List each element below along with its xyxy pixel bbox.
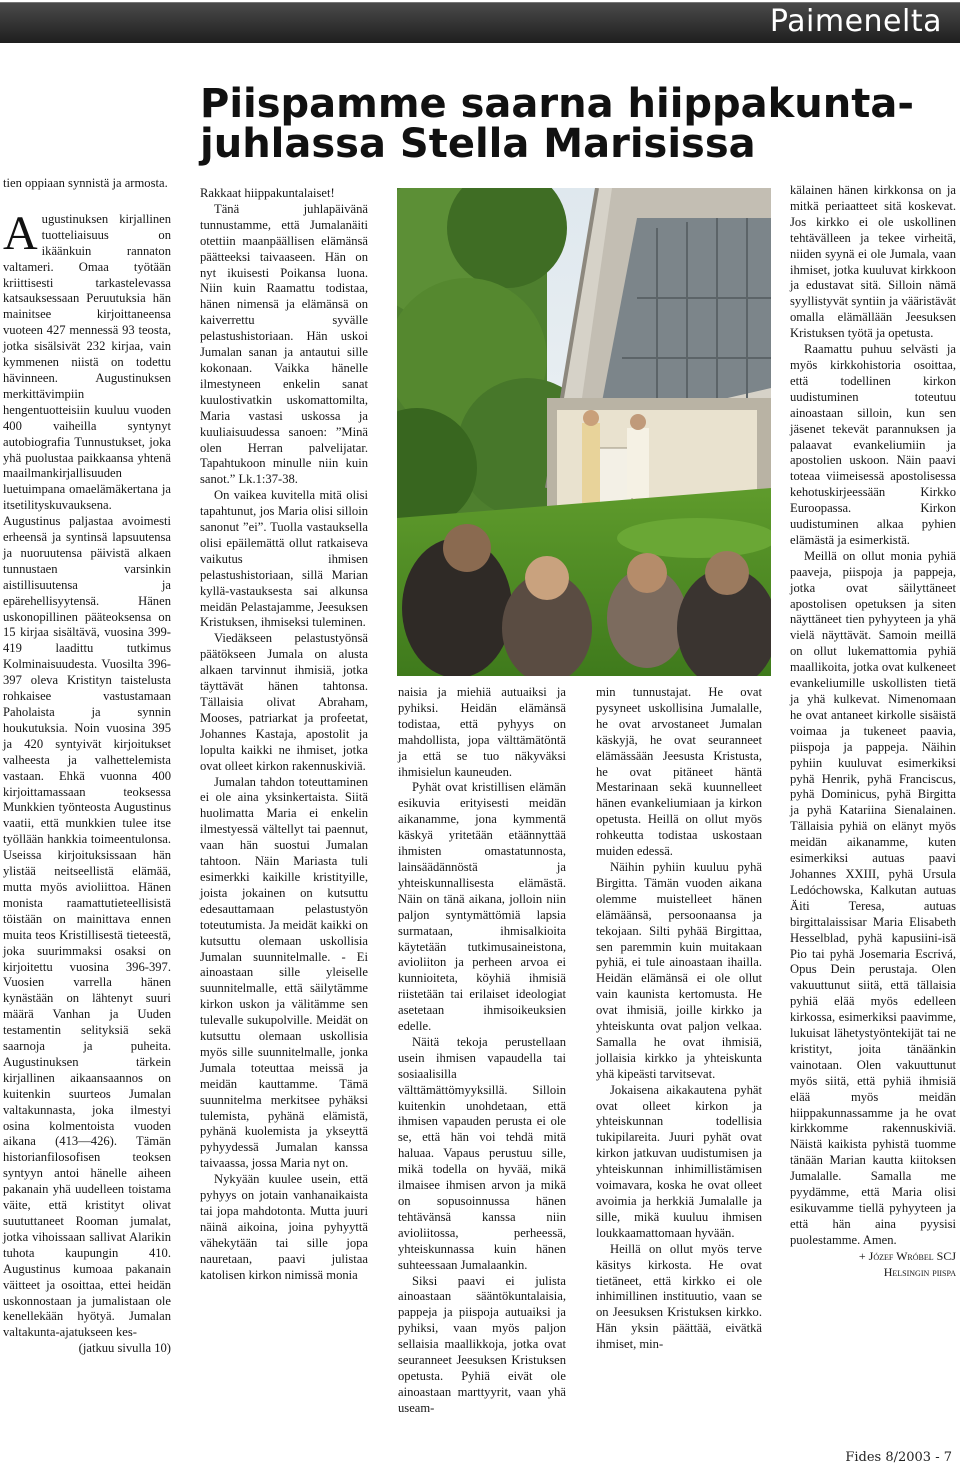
column-1-body: ugustinuksen kirjallinen tuotteliaisuus on ikäänkuin rannaton valtameri. Omaa työtään kriittisesti tarkastelevassa katsauksessaan Peruutuksia hän mainitsee kirjoittaneensa vuoteen 427 mennessä 93 teosta, jotka sisälsivät 232 kirjaa, vain kymmenen niistä on todettu hävinneen. Augustinuksen merkittävimpiin hengentuotteisiin kuuluu vuoden 400 vaiheilla syntynyt autobiografia Tunnustukset, joka yhä puolustaa paikkaansa yhtenä maailmankirjallisuuden luetuimpana omaelämäkertana ja itsetilityskuvauksena. Augustinus paljastaa avoimesti erheensä ja syntinsä lapsuutensa ja nuoruutensa päivistä alkaen tunnustaen varsinkin aistillisuutensa ja epärehellisyytensä. Hänen uskonopillinen pääteoksensa on 15 kirjaa sisältävä, vuosina 399-419 laadittu tutkimus Kolminaisuudesta. Vuosilta 396-397 oleva Kristityn taistelusta rohkaisee vastustamaan Paholaista ja synnin houkutuksia. Noin vuosina 395 ja 420 syntyivät kirjoitukset valheesta ja valhettelemista vastaan. Ehkä vuonna 400 kirjoittamassaan teoksessa Munkkien työnteosta Augustinus vaatii, että munkkien tulee itse työllään hankkia toimeentulonsa. Useissa kirjoituksissaan hän ylistää neitseellistä elämää, mutta myös avioliittoa. Hänen monista raamattutieteellisistä töistään on mainittava ennen muita teos Kristillisestä tieteestä, joka suurimmaksi osaksi on kirjoitettu vuosina 396-397. Vuosien varrella hänen kynästään on lähtenyt suuri määrä Vanhan ja Uuden testamentin selityksiä sekä saarnoja ja puheita. Augustinuksen tärkein kirjallinen aikaansaannos on kuitenkin suurteos Jumalan valtakunnasta, joka ilmestyi osina kolmentoista vuoden aikana (413—426). Tämän historianfilosofisen teoksen syntyyn antoi hänelle aiheen pakanain yhä uudelleen toistama väite, että kristityt olivat suututtaneet Rooman jumalat, jotka vihoissaan sallivat Alarikin tuhota kaupungin 410. Augustinus kumoaa pakanain väitteet ja osoittaa, ettei heidän uskonnostaan ja jumalistaan ole kenellekään hyötyä. Jumalan valtakunta-ajatukseen kes-: [3, 211, 171, 1340]
column-5-paragraph-3: Meillä on ollut monia pyhiä paaveja, piispoja ja pappeja, jotka ovat säilyttäneet apostolisen opetuksen ja siten näyttäneet tien pyhyyteen ja yhä vielä näyttävät. Samoin meillä on ollut lukemattomia pyhiä maallikoita, jotka ovat kulkeneet evankeliumille uskollisten tietä ja yhä kulkevat. Nimenomaan he ovat antaneet kirkolle sisäistä voimaa ja tukeneet paavia, piispoja ja pappeja. Näihin pyhiin kuuluvat esimerkiksi pyhä Henrik, pyhä Franciscus, pyhä Dominicus, pyhä Birgitta ja pyhä Katariina Sienalainen. Tällaisia pyhiä on elänyt myös meidän aikanamme, kuten esimerkiksi autuas paavi Johannes XXIII, pyhä Ursula Ledóchowska, Kalkutan autuas Äiti Teresa, autuas birgittalaissisar Maria Elisabeth Hesselblad, pyhä kapusiini-isä Pio tai pyhä Josemaria Escrivá, Opus Dein perustaja. Olen vakuuttunut siitä, että tällaisia pyhiä elää myös edelleen kirkossa, esimerkiksi paavimme, lukuisat lähetystyöntekijät tai ne kristityt, joita tänäänkin vainotaan. Olen vakuuttunut myös siitä, että pyhiä ihmisiä elää myös meidän hiippakunnassamme ja he ovat kirkkomme rakennuskiviä. Näistä kaikista pyhistä tuomme tänään Marian kautta kiitoksen Jumalalle. Samalla me pyydämme, että Maria olisi esikuvamme tiellä pyhyyteen ja että hän aina pyysisi puolestamme. Amen.: [790, 548, 956, 1247]
author-signature: + Józef Wróbel SCJ: [858, 1248, 956, 1263]
column-5-paragraph-1: kälainen hänen kirkkonsa on ja mitkä periaatteet sitä koskevat. Jos kirkko ei ole uskollinen tehtävälleen ja tekee virheitä, niiden syynä ei ole Jumala, vaan ihmiset, jotka kuuluvat kirkkoon ja edustavat sitä. Silloin nämä syyllistyvät syntiin ja vääristävät omalla elämällään Jeesuksen Kristuksen työtä ja opetusta.: [790, 183, 956, 341]
column-2: [200, 186, 368, 1284]
column-3: [398, 685, 566, 1417]
section-banner: [0, 0, 960, 44]
page-footer: Fides 8/2003 - 7: [845, 1450, 952, 1465]
column-2-paragraph-3: Viedäkseen pelastustyönsä päätökseen Jumala on alusta alkaen tarvinnut ihmisiä, jotka täyttävät hänen tahtonsa. Tällaisia olivat Abraham, Mooses, patriarkat ja profeetat, Johannes Kastaja, apostolit ja lopulta kaikki ne ihmiset, jotka ovat olleet kirkon rakennuskiviä.: [200, 631, 368, 773]
column-1-lead: tien oppiaan synnistä ja armosta.: [3, 176, 168, 190]
column-1-paragraph: [3, 206, 171, 1341]
greeting: Rakkaat hiippakuntalaiset!: [200, 186, 335, 200]
column-2-paragraph-5: Nykyään kuulee usein, että pyhyys on jotain vanhanaikaista tai jopa mahdotonta. Mutta juuri näinä aikoina, joina pyhyyttä vähekytään tai sille jopa nauretaan, paavi julistaa katolisen kirkon nimissä monia: [200, 1172, 368, 1282]
column-2-paragraph-4: Jumalan tahdon toteuttaminen ei ole aina yksinkertaista. Siitä huolimatta Maria ei enkelin ilmestyessä vältellyt tai paennut, vaan hän suostui Jumalan tahtoon. Näin Mariasta tuli esimerkki kaikille kristityille, joista jokainen on kutsuttu edesauttamaan pelastustyön toteutumista. Ja meidät kaikki on kutsuttu olemaan uskollisia Jumalan suunnitelmalle. - Ei ainoastaan sille yleiselle suunnitelmalle, että säilytämme kirkon uskon ja välitämme sen tulevalle sukupolville. Meidät on kutsuttu olemaan uskollisia myös sille suunnitelmalle, jonka Jumala toteuttaa meissä ja meidän kauttamme. Tämä suunnitelma merkitsee pyhäksi tulemista, pyhänä elämistä, pyhänä kuolemista ja ykseyttä pyhyydessä Jumalan kanssa taivaassa, jossa Maria nyt on.: [200, 774, 368, 1171]
column-3-paragraph-3: Näitä tekoja perustellaan usein ihmisen vapaudella tai sosiaalisilla välttämättömyyksillä. Silloin kuitenkin unohdetaan, että ihmisen vapauden perusta ei ole se, että hän voi tehdä mitä haluaa. Vapaus perustuu sille, mikä todella on hyvää, mikä ilmaisee ihmisen arvon ja mikä on sopusoinnussa hänen tehtävänsä kanssa niin avioliitossa, perheessä, yhteiskunnassa kuin hänen suhteessaan Jumalaankin.: [398, 1034, 566, 1272]
column-2-paragraph-1: Tänä juhlapäivänä tunnustamme, että Jumalanäiti otettiin maanpäällisen elämänsä päätteeksi taivaaseen. Hän on nyt ikuisesti Poikansa luona. Niin kuin Raamattu todistaa, hänen nimensä ja elämänsä on kaiverrettu syvälle pelastushistoriaan. Hän uskoi Jumalan sanan ja antautui sille kokonaan. Vaikka hänelle ilmestyneen enkelin sanat kuulostivatkin uskomattomilta, Maria vastasi uskossa ja kuuliaisuudessa sanoen: ”Minä olen Herran palvelijatar. Tapahtukoon minulle niin kuin sanot.” Lk.1:37-38.: [200, 201, 368, 487]
column-3-paragraph-4: Siksi paavi ei julista ainoastaan sääntökuntalaisia, pappeja ja piispoja autuaiksi ja pyhiksi, vaan myös paljon sellaisia maallikkoja, jotka ovat seuranneet Jeesuksen Kristuksen opetusta. Pyhiä eivät ole ainoastaan marttyyrit, vaan yhä useam-: [398, 1273, 566, 1415]
article-headline: Piispamme saarna hiippakunta-juhlassa Stella Marisissa: [200, 81, 914, 167]
church-photo: [397, 188, 771, 676]
column-2-paragraph-2: On vaikea kuvitella mitä olisi tapahtunut, jos Maria olisi silloin sanonut ”ei”. Tuolla vastauksella olisi epäilemättä ollut ratkaiseva vaikutus ihmisen pelastushistoriaan, sillä Marian kyllä-vastauksesta sai alkunsa meidän Pelastajamme, Jeesuksen Kristuksen, ihmiseksi tuleminen.: [200, 488, 368, 630]
column-5-paragraph-2: Raamattu puhuu selvästi ja myös kirkkohistoria osoittaa, että todellinen kirkon uudistuminen toteutuu ainoastaan silloin, kun sen jäsenet tekevät parannuksen ja palaavat evankeliumiin ja apostolien uskoon. Näin paavi toteaa viimeisessä apostolisessa kehotuskirjeessään Kirkko Euroopassa. Kirkon uudistuminen alkaa pyhien elämästä ja esimerkistä.: [790, 342, 956, 547]
author-role: Helsingin piispa: [883, 1264, 956, 1279]
section-name: Paimenelta: [769, 4, 942, 39]
drop-cap: A: [3, 206, 38, 260]
column-4-paragraph-4: Heillä on ollut myös terve käsitys kirkosta. He ovat tietäneet, että kirkko ei ole inhimillinen instituutio, vaan se on Jeesuksen Kristuksen kirkko. Hän yksin päättää, eivätkä ihmiset, min-: [596, 1241, 762, 1352]
column-4-paragraph-2: Näihin pyhiin kuuluu pyhä Birgitta. Tämän vuoden aikana olemme muistelleet hänen elämäänsä, persoonaansa ja tekojaan. Silti pyhää Birgittaa, sen paremmin kuin muitakaan pyhiä, ei tule ainoastaan ihailla. Heidän elämänsä ei ole ollut vain kaunista kertomusta. He ovat ihmisiä, joille kirkko ja yhteiskunta ovat paljon velkaa. Samalla he ovat ihmisiä, jollaisia kirkko ja yhteiskunta yhä kipeästi tarvitsevat.: [596, 859, 762, 1081]
church-photo-image: [397, 188, 771, 676]
column-4-paragraph-1: min tunnustajat. He ovat pysyneet uskollisina Jumalalle, he ovat arvostaneet Jumalan käskyjä, he ovat seuranneet elämässään Jeesusta Kristusta, he ovat pitäneet häntä Mestarinaan sekä kuunnelleet hänen evankeliumiaan ja kirkon opetusta. Heillä on ollut myös rohkeutta todistaa uskostaan muiden edessä.: [596, 685, 762, 859]
column-3-paragraph-2: Pyhät ovat kristillisen elämän esikuvia erityisesti meidän aikanamme, jona kymmentä käskyä yritetään etäännyttää ihmisten omastatunnosta, lainsäädännöstä ja yhteiskunnallisesta elämästä. Näin on tänä aikana, jolloin niin paljon syntymättömiä lapsia surmataan, ihmisalkioita käytetään tutkimusaineistona, avioliiton ja perheen arvoa ei kunnioiteta, köyhiä ihmisiä riistetään tai erilaiset ideologiat asetetaan ihmisoikeuksien edelle.: [398, 780, 566, 1034]
column-1: [3, 176, 171, 1357]
column-3-paragraph-1: naisia ja miehiä autuaiksi ja pyhiksi. Heidän elämänsä todistaa, että pyhyys on mahdollista, jopa välttämätöntä ja että se tuo näkyväksi ihmisielun kauneuden.: [398, 685, 566, 779]
continuation-note: (jatkuu sivulla 10): [78, 1341, 171, 1356]
column-5: [790, 183, 956, 1281]
column-4-paragraph-3: Jokaisena aikakautena pyhät ovat olleet kirkon ja yhteiskunnan todellisia tukipilareita. Juuri pyhät ovat kirkon jatkuvan uudistumisen ja yhteiskunnan inhimillistämisen voimavara, koska he ovat olleet avoimia ja herkkiä Jumalalle ja sille, mikä kuuluu ihmisen loukkaamattomaan hyvään.: [596, 1082, 762, 1240]
column-4: [596, 685, 762, 1353]
